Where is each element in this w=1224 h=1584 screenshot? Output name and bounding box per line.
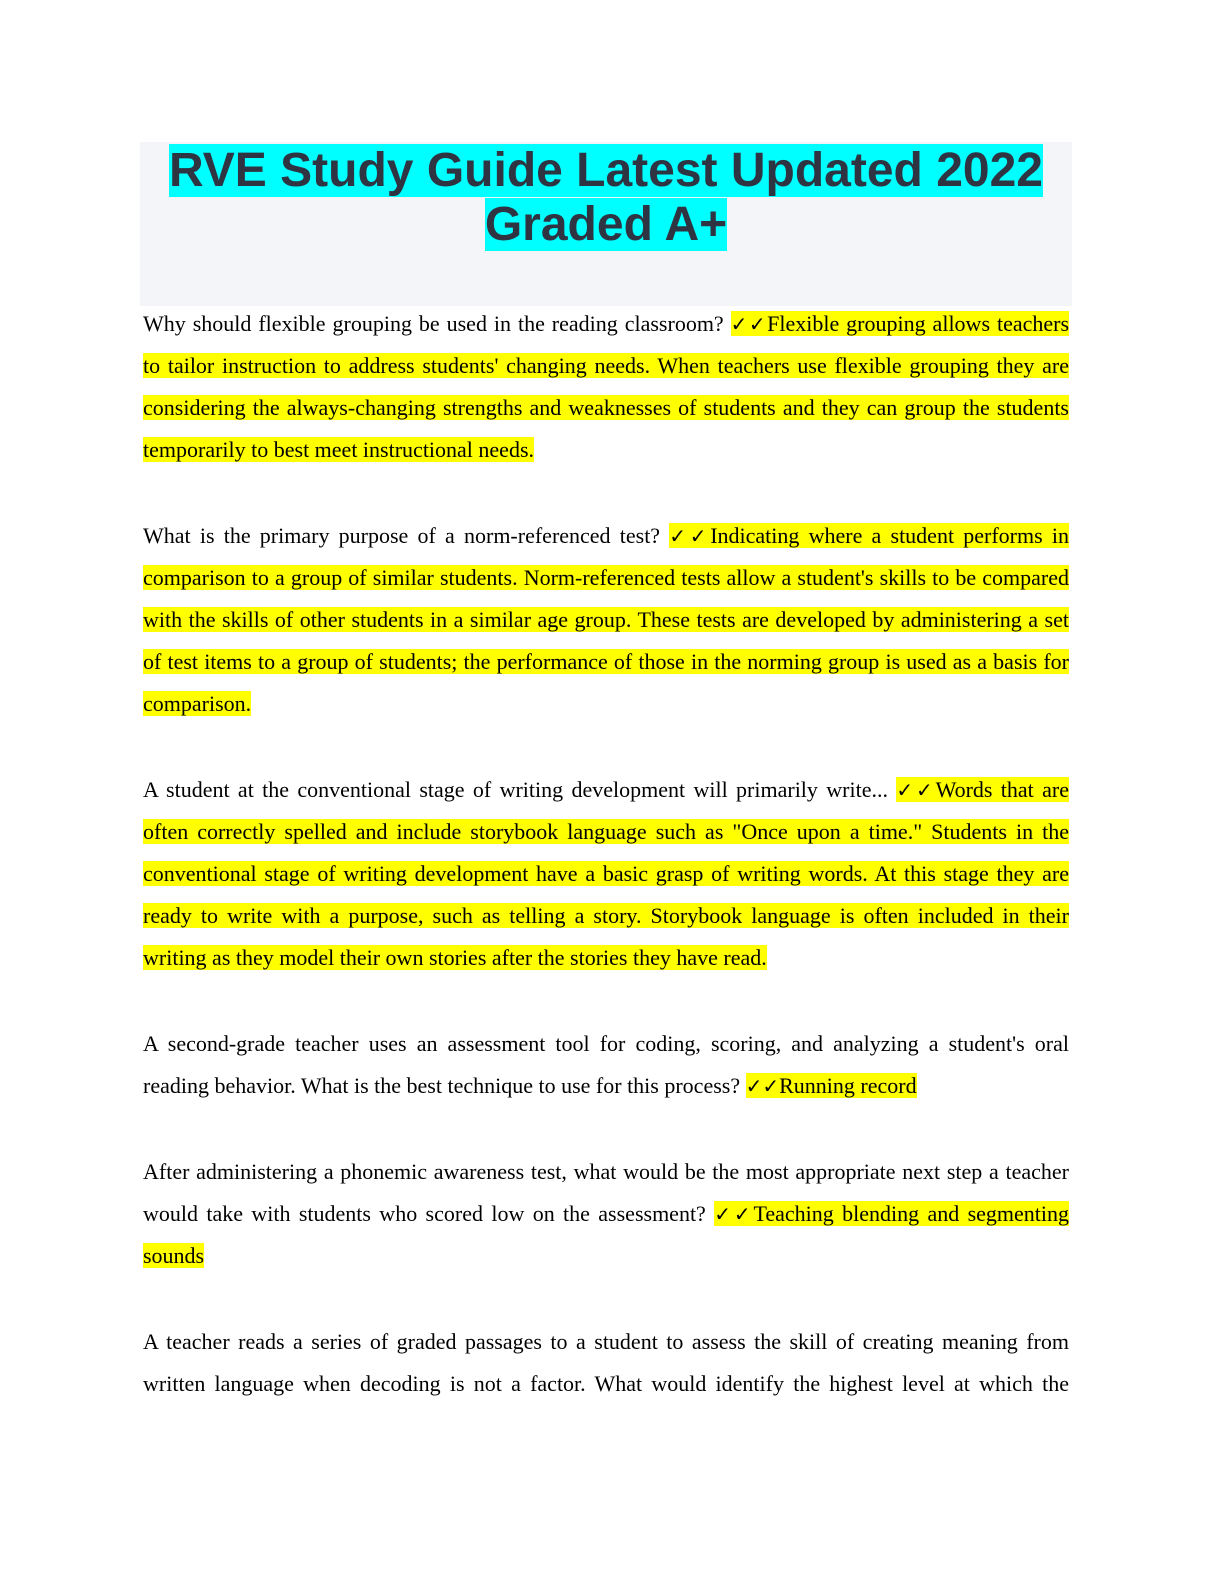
answer-text: Flexible grouping allows teachers to tailor instruction to address students' changing needs. When teachers use flexible grouping they are considering the always-changing strengths and weaknesses of students and they can group the students temporarily to best meet instructional needs.	[143, 311, 1070, 462]
title-block	[140, 142, 1072, 306]
answer-highlight	[143, 777, 1069, 970]
double-check-icon: ✓✓	[745, 1074, 780, 1098]
qa-item	[143, 1023, 1069, 1107]
question-text: Why should flexible grouping be used in the reading classroom?	[143, 311, 724, 336]
question-text: A student at the conventional stage of writing development will primarily write...	[143, 777, 888, 802]
answer-highlight	[746, 1073, 917, 1098]
answer-text: Indicating where a student performs in comparison to a group of similar students. Norm-referenced tests allow a student's skills to be compared with the skills of other students in a similar age group. These tests are developed by administering a set of test items to a group of students; the performance of those in the norming group is used as a basis for comparison.	[143, 523, 1069, 716]
qa-item	[143, 1321, 1069, 1405]
question-text: A second-grade teacher uses an assessment tool for coding, scoring, and analyzing a student's oral reading behavior. What is the best technique to use for this process?	[143, 1031, 1069, 1098]
double-check-icon: ✓✓	[730, 312, 768, 336]
qa-item	[143, 515, 1069, 725]
qa-item	[143, 769, 1069, 979]
title-line-2: Graded A+	[484, 198, 728, 251]
title-line-1: RVE Study Guide Latest Updated 2022	[168, 144, 1043, 197]
answer-text: Running record	[779, 1073, 917, 1098]
double-check-icon: ✓✓	[896, 778, 936, 802]
answer-highlight	[143, 523, 1069, 716]
question-text: What is the primary purpose of a norm-referenced test?	[143, 523, 661, 548]
document-title	[140, 144, 1072, 252]
answer-text: Teaching blending and segmenting sounds	[143, 1201, 1070, 1268]
double-check-icon: ✓✓	[669, 524, 711, 548]
document-body	[143, 303, 1069, 1449]
question-text: A teacher reads a series of graded passages to a student to assess the skill of creating meaning from written language when decoding is not a factor. What would identify the highest level at which the	[143, 1329, 1069, 1396]
qa-item	[143, 1151, 1069, 1277]
question-text: After administering a phonemic awareness test, what would be the most appropriate next step a teacher would take with students who scored low on the assessment?	[143, 1159, 1069, 1226]
answer-text: Words that are often correctly spelled and include storybook language such as "Once upon a time." Students in the conventional stage of writing development have a basic grasp of writing words. At this stage they are ready to write with a purpose, such as telling a story. Storybook language is often included in their writing as they model their own stories after the stories they have read.	[143, 777, 1069, 970]
qa-item	[143, 303, 1069, 471]
double-check-icon: ✓✓	[714, 1202, 754, 1226]
